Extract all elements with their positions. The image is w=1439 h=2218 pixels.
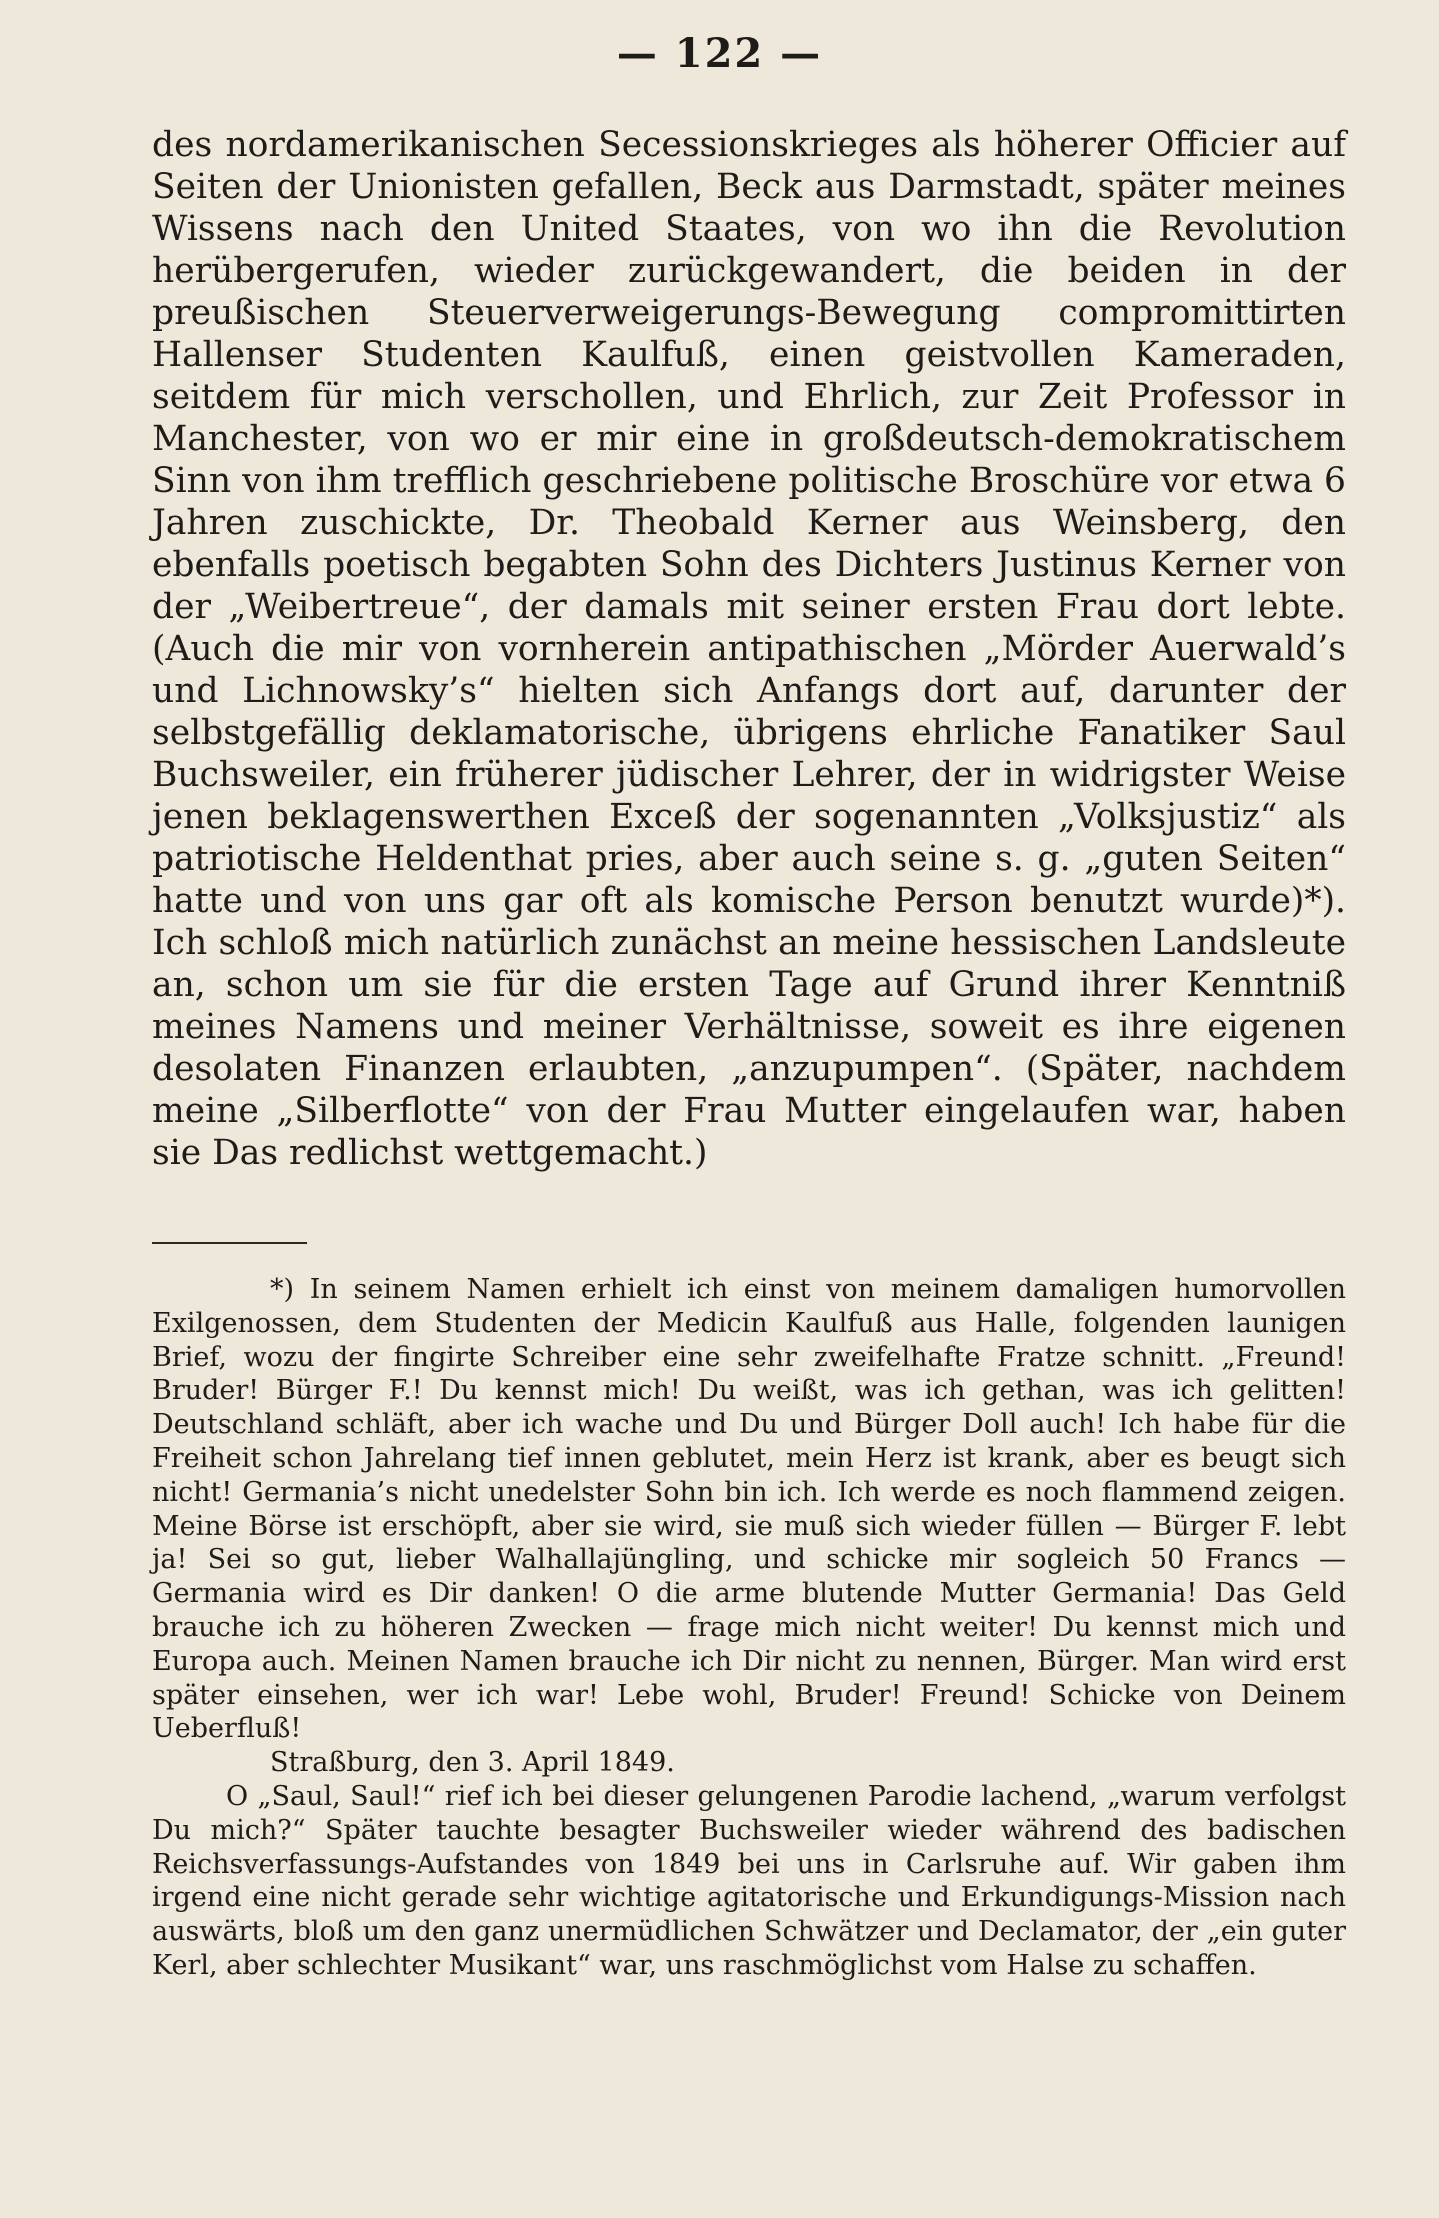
main-paragraph: des nordamerikanischen Secessionskrieges als höherer Officier auf Seiten der Unionisten gefallen, Beck aus Darmstadt, später meines Wissens nach den United Staates, von wo ihn die Revolution herübergerufen, wieder zurückgewandert, die beiden in der preußischen Steuerverweigerungs-Bewegung compromittirten Hallenser Studenten Kaulfuß, einen geistvollen Kameraden, seitdem für mich verschollen, und Ehrlich, zur Zeit Professor in Manchester, von wo er mir eine in großdeutsch-demokratischem Sinn von ihm trefflich geschriebene politische Broschüre vor etwa 6 Jahren zuschickte, Dr. Theobald Kerner aus Weinsberg, den ebenfalls poetisch begabten Sohn des Dichters Justinus Kerner von der „Weibertreue“, der damals mit seiner ersten Frau dort lebte. (Auch die mir von vornherein antipathischen „Mörder Auerwald’s und Lichnowsky’s“ hielten sich Anfangs dort auf, darunter der selbstgefällig deklamatorische, übrigens ehrliche Fanatiker Saul Buchsweiler, ein früherer jüdischer Lehrer, der in widrigster Weise jenen beklagenswerthen Exceß der sogenannten „Volksjustiz“ als patriotische Heldenthat pries, aber auch seine s. g. „guten Seiten“ hatte und von uns gar oft als komische Person benutzt wurde)*). Ich schloß mich natürlich zunächst an meine hessischen Landsleute an, schon um sie für die ersten Tage auf Grund ihrer Kenntniß meines Namens und meiner Verhältnisse, soweit es ihre eigenen desolaten Finanzen erlaubten, „anzupumpen“. (Später, nachdem meine „Silberflotte“ von der Frau Mutter eingelaufen war, haben sie Das redlichst wettgemacht.) (152, 125, 1346, 1173)
footnote-dateline: Straßburg, den 3. April 1849. (270, 1747, 675, 1779)
footnote-body: *) In seinem Namen erhielt ich einst von meinem damaligen humorvollen Exilgenossen, dem Studenten der Medicin Kaulfuß aus Halle, folgenden launigen Brief, wozu der fingirte Schreiber eine sehr zweifelhafte Fratze schnitt. „Freund! Bruder! Bürger F.! Du kennst mich! Du weißt, was ich gethan, was ich gelitten! Deutschland schläft, aber ich wache und Du und Bürger Doll auch! Ich habe für die Freiheit schon Jahrelang tief innen geblutet, mein Herz ist krank, aber es beugt sich nicht! Germania’s nicht unedelster Sohn bin ich. Ich werde es noch flammend zeigen. Meine Börse ist erschöpft, aber sie wird, sie muß sich wieder füllen — Bürger F. lebt ja! Sei so gut, lieber Walhallajüngling, und schicke mir sogleich 50 Francs — Germania wird es Dir danken! O die arme blutende Mutter Germania! Das Geld brauche ich zu höheren Zwecken — frage mich nicht weiter! Du kennst mich und Europa auch. Meinen Namen brauche ich Dir nicht zu nennen, Bürger. Man wird erst später einsehen, wer ich war! Lebe wohl, Bruder! Freund! Schicke von Deinem Ueberfluß! (152, 1274, 1346, 1745)
footnote-closing: O „Saul, Saul!“ rief ich bei dieser gelungenen Parodie lachend, „warum verfolgst Du mich?“ Später tauchte besagter Buchsweiler wieder während des badischen Reichsverfassungs-Aufstandes von 1849 bei uns in Carlsruhe auf. Wir gaben ihm irgend eine nicht gerade sehr wichtige agitatorische und Erkundigungs-Mission nach auswärts, bloß um den ganz unermüdlichen Schwätzer und Declamator, der „ein guter Kerl, aber schlechter Musikant“ war, uns raschmöglichst vom Halse zu schaffen. (152, 1780, 1346, 1981)
footnote-rule (152, 1242, 307, 1244)
page-number: — 122 — (616, 30, 823, 77)
footnote (152, 1273, 1346, 1983)
